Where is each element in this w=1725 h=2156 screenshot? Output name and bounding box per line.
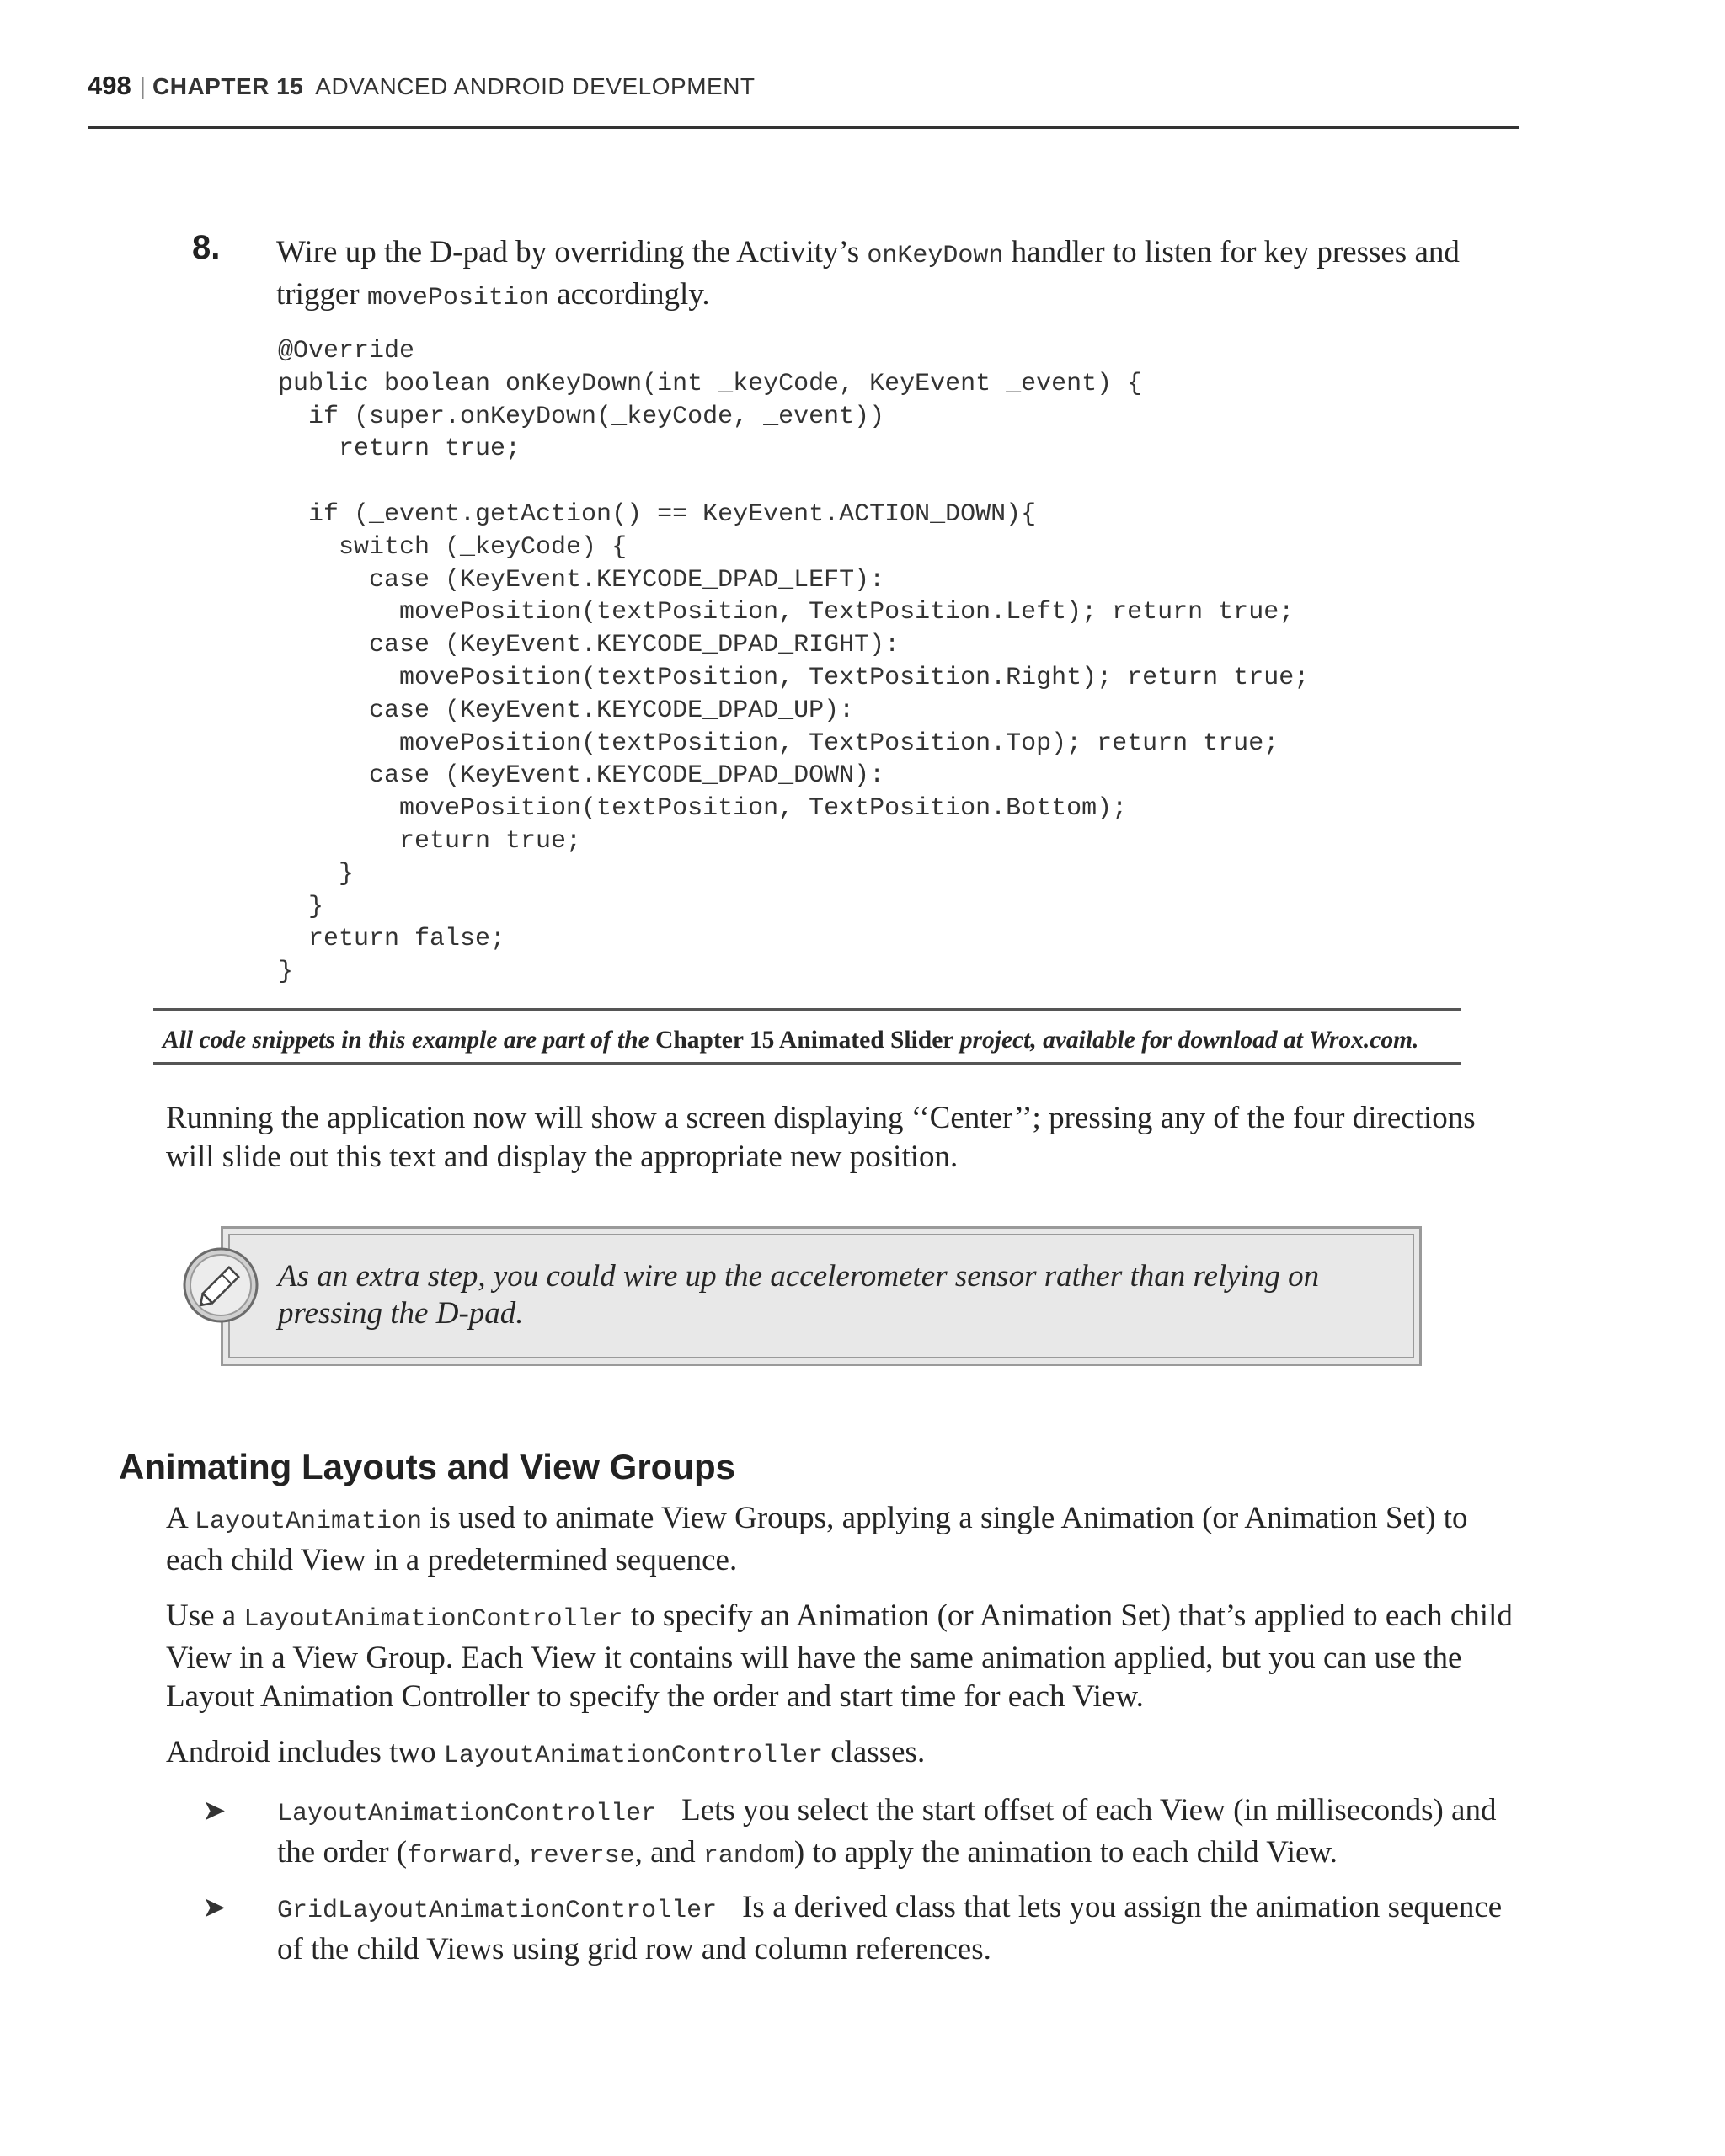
code-listing: @Override public boolean onKeyDown(int _keyCode, KeyEvent _event) { if (super.onKeyDown(_keyCode, _event)) return true; if (_event.getAction() == KeyEvent.ACTION_DOWN){ switch (_keyCode) { case (KeyEvent.KEYCODE_DPAD_LEFT): movePosition(textPosition, TextPosition.Left); return true; case (KeyEvent.KEYCODE_DPAD_RIGHT): movePosition(textPosition, TextPosition.Right); return true; case (KeyEvent.KEYCODE_DPAD_UP): movePosition(textPosition, TextPosition.Top); return true; case (KeyEvent.KEYCODE_DPAD_DOWN): movePosition(textPosition, TextPosition.Bottom); return true; } } return false; } (278, 337, 1310, 987)
pencil-icon (180, 1245, 261, 1326)
paragraph-text: classes. (822, 1735, 926, 1769)
page-number: 498 (88, 71, 131, 100)
bullet-text: Lets you select the start offset of each View (in milliseconds) and the order ( (277, 1793, 1497, 1870)
chapter-label: CHAPTER 15 (152, 73, 304, 99)
paragraph-text: is used to animate View Groups, applying a single Animation (or Animation Set) to each child View in a predetermined sequence. (166, 1501, 1468, 1577)
paragraph: Running the application now will show a screen displaying ‘‘Center’’; pressing any of the four directions will slide out this text and display the appropriate new position. (166, 1101, 1476, 1174)
inline-code: reverse (528, 1842, 635, 1870)
list-item (277, 1888, 1524, 1969)
paragraph-text: Use a (166, 1598, 244, 1633)
download-note (163, 1023, 1460, 1057)
step-number: 8. (192, 229, 221, 266)
step-text-part: accordingly. (548, 277, 710, 312)
bullet-arrow-icon: ➤ (202, 1794, 227, 1828)
paragraph-text: to specify an Animation (or Animation Set) that’s applied to each child View in a View Group. Each View it contains will have the same animation applied, but you can use the Layout Animation Controller to specify the order and start time for each View. (166, 1598, 1513, 1714)
bullet-arrow-icon: ➤ (202, 1891, 227, 1924)
header-rule (88, 126, 1519, 129)
bullet-term: LayoutAnimationController (277, 1800, 657, 1828)
step-text (276, 233, 1514, 318)
inline-code: LayoutAnimationController (243, 1605, 623, 1634)
inline-code: LayoutAnimation (194, 1508, 422, 1536)
bullet-text: Is a derived class that lets you assign the animation sequence of the child Views using grid row and column references. (277, 1890, 1503, 1967)
paragraph-text: A (166, 1501, 195, 1535)
note-text: As an extra step, you could wire up the accelerometer sensor rather than relying on pressing the D-pad. (278, 1259, 1320, 1331)
running-header (88, 66, 1519, 106)
step-text-part: handler to listen for key presses and trigger (276, 235, 1460, 312)
section-heading: Animating Layouts and View Groups (119, 1447, 735, 1486)
download-note-rule-top (153, 1008, 1461, 1011)
inline-code: movePosition (366, 284, 549, 312)
paragraph (166, 1499, 1530, 1580)
bullet-text: , and (634, 1835, 703, 1870)
paragraph (166, 1733, 1530, 1775)
download-note-rule-bottom (153, 1062, 1461, 1065)
chapter-title: ADVANCED ANDROID DEVELOPMENT (315, 73, 756, 99)
bullet-text: , (513, 1835, 529, 1870)
download-note-text: All code snippets in this example are part of the (163, 1027, 656, 1054)
inline-code: onKeyDown (867, 242, 1004, 270)
list-item (277, 1791, 1524, 1876)
inline-code: forward (407, 1842, 514, 1870)
download-project-name: Chapter 15 Animated Slider (655, 1027, 954, 1054)
bullet-text: ) to apply the animation to each child View. (793, 1835, 1338, 1870)
paragraph-text: Android includes two (166, 1735, 444, 1769)
step-text-part: Wire up the D-pad by overriding the Activity’s (276, 235, 868, 270)
bullet-term: GridLayoutAnimationController (277, 1897, 718, 1925)
inline-code: random (702, 1842, 794, 1870)
paragraph (166, 1597, 1530, 1716)
download-note-text: project, available for download at Wrox.com. (953, 1027, 1419, 1054)
header-separator: | (139, 73, 147, 99)
inline-code: LayoutAnimationController (443, 1742, 823, 1770)
